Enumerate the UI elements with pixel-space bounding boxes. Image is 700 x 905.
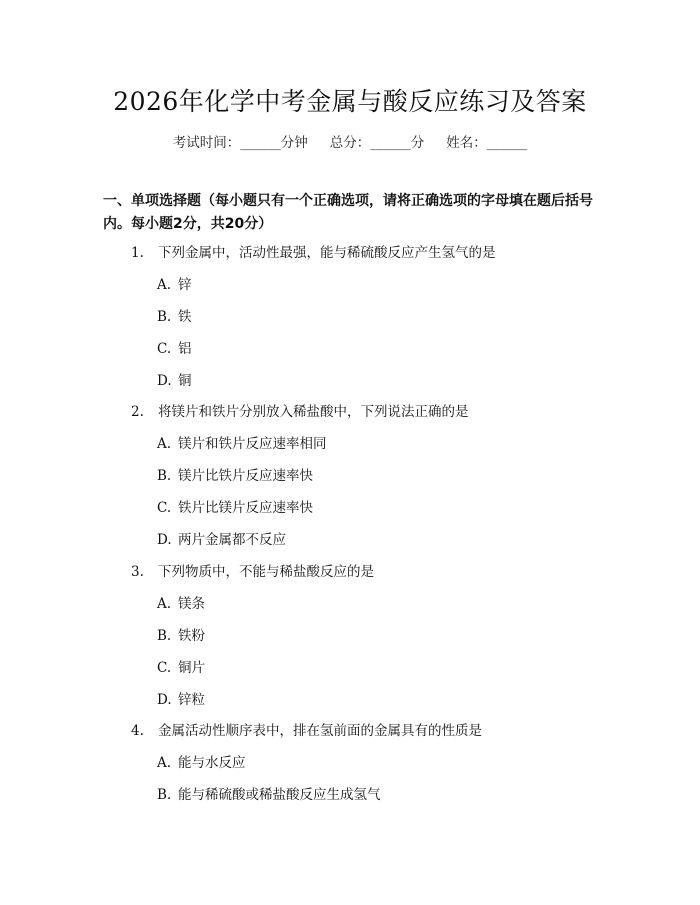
option-letter: C. (157, 341, 172, 357)
option-letter: D. (157, 373, 172, 389)
option-text: 镁片比铁片反应速率快 (178, 468, 313, 484)
option-text: 镁片和铁片反应速率相同 (178, 436, 327, 452)
q2-option-d (157, 531, 286, 549)
question-text: 下列物质中，不能与稀盐酸反应的是 (158, 564, 374, 580)
q1-option-d (157, 372, 192, 390)
option-letter: C. (157, 500, 172, 516)
option-letter: B. (157, 468, 172, 484)
option-letter: A. (157, 436, 172, 452)
option-text: 两片金属都不反应 (178, 532, 286, 548)
option-text: 镁条 (178, 596, 205, 612)
option-letter: B. (157, 628, 172, 644)
q3-option-b (157, 627, 205, 645)
option-text: 能与稀硫酸或稀盐酸反应生成氢气 (178, 787, 381, 803)
question-number: 2. (131, 404, 144, 420)
question-number: 4. (131, 723, 144, 739)
option-text: 铁 (178, 309, 192, 325)
option-letter: C. (157, 660, 172, 676)
q1-option-b (157, 308, 192, 326)
option-text: 铜片 (178, 660, 205, 676)
option-text: 铜 (178, 373, 192, 389)
option-text: 锌 (178, 277, 192, 293)
option-text: 能与水反应 (178, 755, 246, 771)
question-number: 1. (131, 245, 144, 261)
option-text: 铁粉 (178, 628, 205, 644)
option-letter: B. (157, 309, 172, 325)
q1-option-c (157, 340, 192, 358)
q2-option-b (157, 467, 313, 485)
page-title: 2026年化学中考金属与酸反应练习及答案 (113, 87, 587, 116)
question-text: 下列金属中，活动性最强，能与稀硫酸反应产生氢气的是 (158, 245, 496, 261)
option-letter: A. (157, 277, 172, 293)
option-text: 锌粒 (178, 692, 205, 708)
q4-option-a (157, 754, 246, 772)
question-text: 金属活动性顺序表中，排在氢前面的金属具有的性质是 (158, 723, 482, 739)
option-text: 铁片比镁片反应速率快 (178, 500, 313, 516)
section-heading: 一、单项选择题（每小题只有一个正确选项，请将正确选项的字母填在题后括号内。每小题2分，共20分） (103, 193, 593, 232)
student-name-field: 姓名：______ (446, 135, 528, 151)
option-letter: B. (157, 787, 172, 803)
question-3 (131, 563, 374, 581)
q3-option-d (157, 691, 205, 709)
question-2 (131, 403, 469, 421)
exam-time-field: 考试时间：______分钟 (172, 135, 308, 151)
q2-option-a (157, 435, 327, 453)
option-text: 铝 (178, 341, 192, 357)
option-letter: A. (157, 755, 172, 771)
q3-option-a (157, 595, 205, 613)
q4-option-b (157, 786, 381, 804)
question-1 (131, 244, 496, 262)
exam-info-line (0, 131, 700, 151)
q2-option-c (157, 499, 313, 517)
option-letter: D. (157, 692, 172, 708)
question-text: 将镁片和铁片分别放入稀盐酸中，下列说法正确的是 (158, 404, 469, 420)
q1-option-a (157, 276, 192, 294)
question-4 (131, 722, 482, 740)
question-number: 3. (131, 564, 144, 580)
total-score-field: 总分：______分 (329, 135, 425, 151)
q3-option-c (157, 659, 205, 677)
option-letter: D. (157, 532, 172, 548)
option-letter: A. (157, 596, 172, 612)
